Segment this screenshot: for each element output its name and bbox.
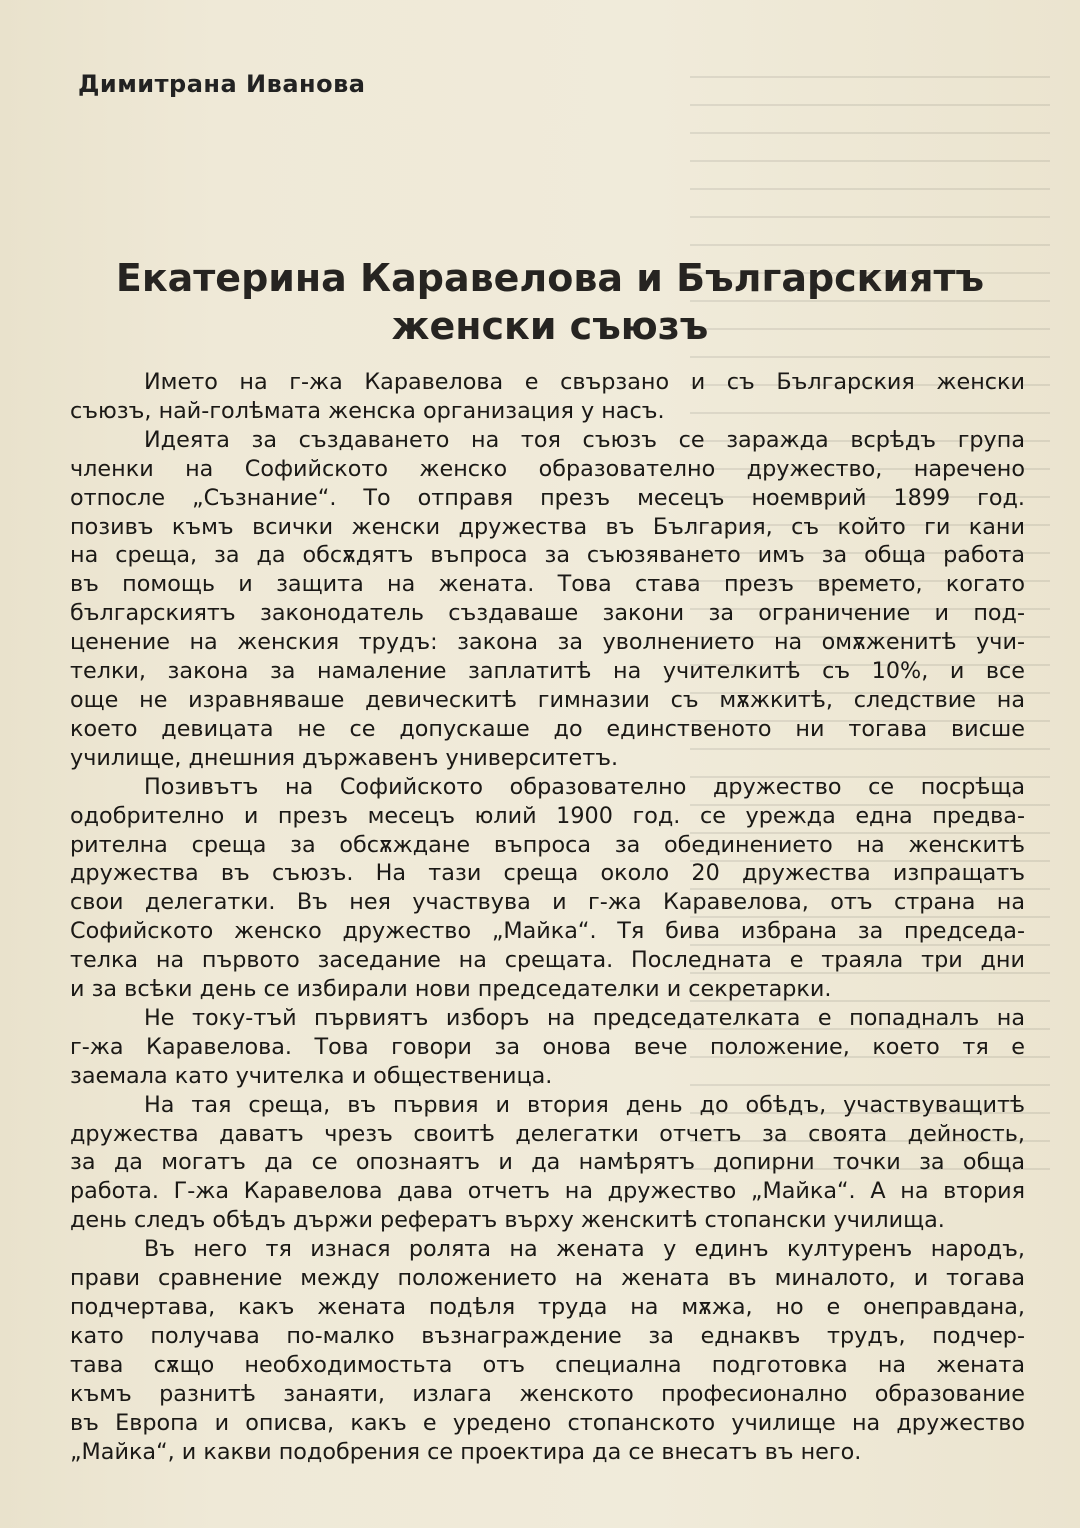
text-line: подчертава, какъ жената подѣля труда на мѫжа, но е онеправдана, [70, 1294, 1025, 1320]
text-line: като получава по-малко възнаграждение за еднаквъ трудъ, подчер- [70, 1322, 1025, 1349]
author-name: Димитрана Иванова [78, 70, 366, 98]
text-line: рителна среща за обсѫждане въпроса за обединението на женскитѣ [70, 831, 1025, 858]
text-line: Софийското женско дружество „Майка“. Тя бива избрана за председа- [70, 918, 1025, 945]
text-line: членки на Софийското женско образователно дружество, наречено [70, 455, 1025, 482]
text-line: заемала като учителка и общественица. [70, 1062, 553, 1089]
text-line: училище, днешния държавенъ университетъ. [70, 744, 619, 771]
text-line: къмъ разнитѣ занаяти, излага женското професионално образование [70, 1380, 1025, 1407]
text-line: ценение на женския трудъ: закона за уволнението на омѫженитѣ учи- [70, 629, 1025, 656]
paragraph [70, 426, 1025, 773]
paragraph [70, 773, 1025, 1004]
text-line: прави сравнение между положението на жената въ миналото, и тогава [70, 1265, 1025, 1292]
text-line: и за всѣки день се избирали нови председателки и секретарки. [70, 976, 832, 1003]
text-line: На тая среща, въ първия и втория день до обѣдъ, участвуващитѣ [144, 1091, 1025, 1118]
text-line: работа. Г-жа Каравелова дава отчетъ на дружество „Майка“. А на втория [70, 1178, 1025, 1205]
text-line: день следъ обѣдъ държи рефератъ върху женскитѣ стопански училища. [70, 1207, 945, 1234]
text-line: Въ него тя изнася ролята на жената у единъ културенъ народъ, [144, 1236, 1025, 1263]
text-line: Позивътъ на Софийското образователно дружество се посрѣща [144, 773, 1025, 800]
text-line: за да могатъ да се опознаятъ и да намѣрятъ допирни точки за обща [70, 1149, 1025, 1176]
article-title [60, 254, 1040, 350]
text-line: въ помощь и защита на жената. Това става презъ времето, когато [70, 571, 1025, 598]
paragraph [70, 368, 1025, 426]
text-line: съюзъ, най-голѣмата женска организация у насъ. [70, 397, 665, 424]
text-line: което девицата не се допускаше до единственото ни тогава висше [70, 715, 1025, 742]
text-line: телки, закона за намаление заплатитѣ на учителкитѣ съ 10%, и все [70, 658, 1025, 685]
title-line-2: женски съюзъ [391, 304, 709, 348]
text-line: свои делегатки. Въ нея участвува и г-жа Каравелова, отъ страна на [70, 889, 1025, 916]
text-line: позивъ къмъ всички женски дружества въ България, съ който ги кани [70, 513, 1025, 540]
text-line: българскиятъ законодатель създаваше закони за ограничение и под- [70, 600, 1025, 627]
text-line: въ Европа и описва, какъ е уредено стопанското училище на дружество [70, 1409, 1025, 1436]
text-line: г-жа Каравелова. Това говори за онова вече положение, което тя е [70, 1033, 1025, 1060]
text-line: „Майка“, и какви подобрения се проектира да се внесатъ въ него. [70, 1438, 862, 1465]
text-line: още не изравняваше девическитѣ гимназии съ мѫжкитѣ, следствие на [70, 686, 1025, 713]
text-line: на среща, за да обсѫдятъ въпроса за съюзяването имъ за обща работа [70, 542, 1025, 569]
paragraph [70, 1235, 1025, 1466]
text-line: тава сѫщо необходимостьта отъ специална подготовка на жената [70, 1351, 1025, 1378]
text-line: отпосле „Съзнание“. То отправя презъ месецъ ноемврий 1899 год. [70, 484, 1025, 511]
text-line: Не току-тъй първиятъ изборъ на председателката е попадналъ на [144, 1004, 1025, 1031]
text-line: дружества даватъ чрезъ своитѣ делегатки отчетъ за своята дейность, [70, 1120, 1025, 1147]
text-line: Името на г-жа Каравелова е свързано и съ Българския женски [144, 369, 1025, 395]
text-line: Идеята за създаването на тоя съюзъ се заражда всрѣдъ група [144, 426, 1025, 453]
article-body [70, 368, 1025, 1466]
text-line: одобрително и презъ месецъ юлий 1900 год. се урежда една предва- [70, 802, 1025, 829]
paragraph [70, 1004, 1025, 1091]
text-line: телка на първото заседание на срещата. Последната е траяла три дни [70, 947, 1025, 974]
paragraph [70, 1091, 1025, 1236]
title-line-1: Екатерина Каравелова и Българскиятъ [115, 256, 985, 300]
text-line: дружества въ съюзъ. На тази среща около 20 дружества изпращатъ [70, 860, 1025, 887]
